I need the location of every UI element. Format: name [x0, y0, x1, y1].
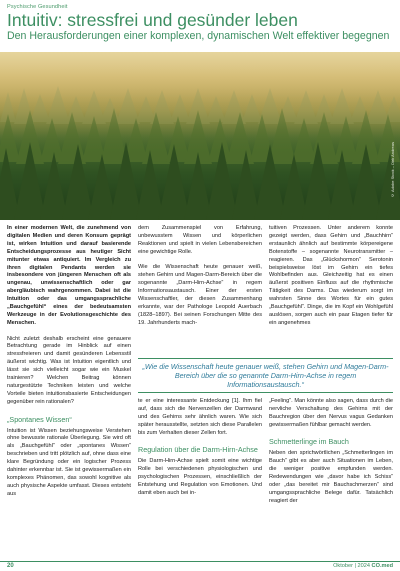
article-body: [7, 225, 393, 551]
footer-divider: [0, 561, 400, 562]
issue-info: [333, 563, 393, 569]
column-1: [7, 225, 131, 506]
issue-date: Oktober | 2024: [333, 563, 370, 569]
article-title: Intuitiv: stressfrei und gesünder leben: [7, 10, 298, 30]
magazine-brand: CO.med: [371, 563, 393, 569]
column-2-lower: [138, 398, 262, 506]
image-credit: © Adobe Stock – Dirk Andreas: [390, 142, 395, 198]
subheading: Regulation über die Darm-Hirn-Achse: [138, 445, 258, 455]
forest-illustration: [0, 52, 400, 220]
body-paragraph: dem Zusammenspiel von Erfahrung, unbewusstem Wissen und körperlichen Reaktionen und spielt in vielen Lebensbereichen eine gewichtige Rolle.: [138, 225, 262, 255]
quote-divider-bottom: [138, 392, 393, 393]
subheading: Schmetterlinge im Bauch: [269, 437, 349, 447]
body-paragraph: Neben den sprichwörtlichen „Schmetterlingen im Bauch“ gibt es aber auch Situationen im Leben, die weniger positive empfunden werden. Redewendungen wie „davor habe ich Schiss“ oder „das bereitet mir Bauchschmerzen“ sind umgangssprachliche Belege dafür. Tatsächlich reagiert der: [269, 450, 393, 504]
subheading: „Spontanes Wissen“: [7, 414, 72, 424]
body-paragraph: Die Darm-Hirn-Achse spielt somit eine wichtige Rolle bei verschiedenen physiologischen und psychologischen Prozessen, einschließlich der Entstehung und Regulation von Emotionen. Und damit eben auch bei in-: [138, 458, 262, 496]
column-3-upper: [269, 225, 393, 336]
body-paragraph: Intuition ist Wissen beziehungsweise Verstehen ohne bewusste rationale Überlegung. Sie wird oft als „Bauchgefühl“ oder „spontanes Wissen“ beschrieben und tritt plötzlich auf, ohne dass eine klare Begründung oder ein logischer Prozess dahinter erkennbar ist. Sie ist gewissermaßen ein komplexes Phänomen, das sowohl kognitive als auch physische Aspekte umfasst. Dieses entsteht aus: [7, 427, 131, 497]
section-label: Psychische Gesundheit: [7, 4, 68, 10]
body-paragraph: tuitiven Prozessen. Unter anderem konnte gezeigt werden, dass Gehirn und „Bauchhirn“ erstaunlich ähnlich auf bestimmte körpereigene Botenstoffe – sogenannte Neurotransmitter – reagieren. Das „Glückshormon“ Serotonin beispielsweise löst im Gehirn ein tiefes Wohlbefinden aus. Gleichzeitig hat es einen äußerst positiven Einfluss auf die rhythmische Tätigkeit des Darms. Das wiederum sorgt im wahrsten Sinne des Wortes für ein gutes „Bauchgefühl“. Dinge, die im Kopf ein Wohlgefühl auslösen, sorgen auch ein paar Etagen tiefer für ein angenehmes: [269, 225, 393, 326]
lead-paragraph: In einer modernen Welt, die zunehmend von digitalen Medien und deren Konsum geprägt ist, wirken Intuition und darauf basierende Entscheidungsprozesse aus heutiger Sicht mitunter etwas antiquiert. Im Vergleich zu ihren digitalen Pendants werden sie insbesondere von jüngeren Menschen oft als ungenau, unwissenschaftlich oder gar abergläubisch wahrgenommen. Dabei ist die Intuition oder das umgangssprachliche „Bauchgefühl“ eines der bedeutsamsten Werkzeuge in der Evolutionsgeschichte des Menschen.: [7, 225, 131, 326]
body-paragraph: te er eine interessante Entdeckung [1]. Ihm fiel auf, dass sich die Nervenzellen der Darmwand und des Gehirns sehr ähnlich waren. Wie sich später herausstellte, setzten sich diese Parallelen bis zum Verhalten dieser Zellen fort.: [138, 398, 262, 436]
quote-divider-top: [138, 358, 393, 359]
body-paragraph: „Feeling“. Man könnte also sagen, dass durch die nervliche Verschaltung des Gehirns mit der Bauchregion über den Nervus vagus Gedanken gewissermaßen fühlbar gemacht werden.: [269, 398, 393, 428]
column-3-lower: [269, 398, 393, 514]
article-subtitle: Den Herausforderungen einer komplexen, dynamischen Welt effektiver begegnen: [7, 30, 390, 42]
hero-image: [0, 52, 400, 220]
pull-quote: „Wie die Wissenschaft heute genauer weiß, stehen Gehirn und Magen-Darm-Bereich über die so genannte Darm-Hirn-Achse in regem Informationsaustausch.“: [142, 362, 389, 389]
page-number: 20: [7, 563, 14, 569]
body-paragraph: Nicht zuletzt deshalb erscheint eine genauere Betrachtung gerade im Hinblick auf einen stressfreieren und damit gesünderen Lebensstil äußerst wichtig. Was ist Intuition eigentlich und lässt sie sich vielleicht sogar wie ein Muskel trainieren? Welchen Beitrag können naturgestützte Techniken leisten und welche Vorteile bieten intuitionsbasierte Entscheidungen gegenüber rein rationalen?: [7, 335, 131, 405]
column-2-upper: [138, 225, 262, 335]
body-paragraph: Wie die Wissenschaft heute genauer weiß, stehen Gehirn und Magen-Darm-Bereich über die sogenannte „Darm-Hirn-Achse“ in regem Informationsaustausch. Einer der ersten Wissenschaftler, der diesen Zusammenhang erkannte, war der Pathologe Leopold Auerbach (1828–1897). Bei seinen Forschungen Mitte des 19. Jahrhunderts mach-: [138, 264, 262, 326]
